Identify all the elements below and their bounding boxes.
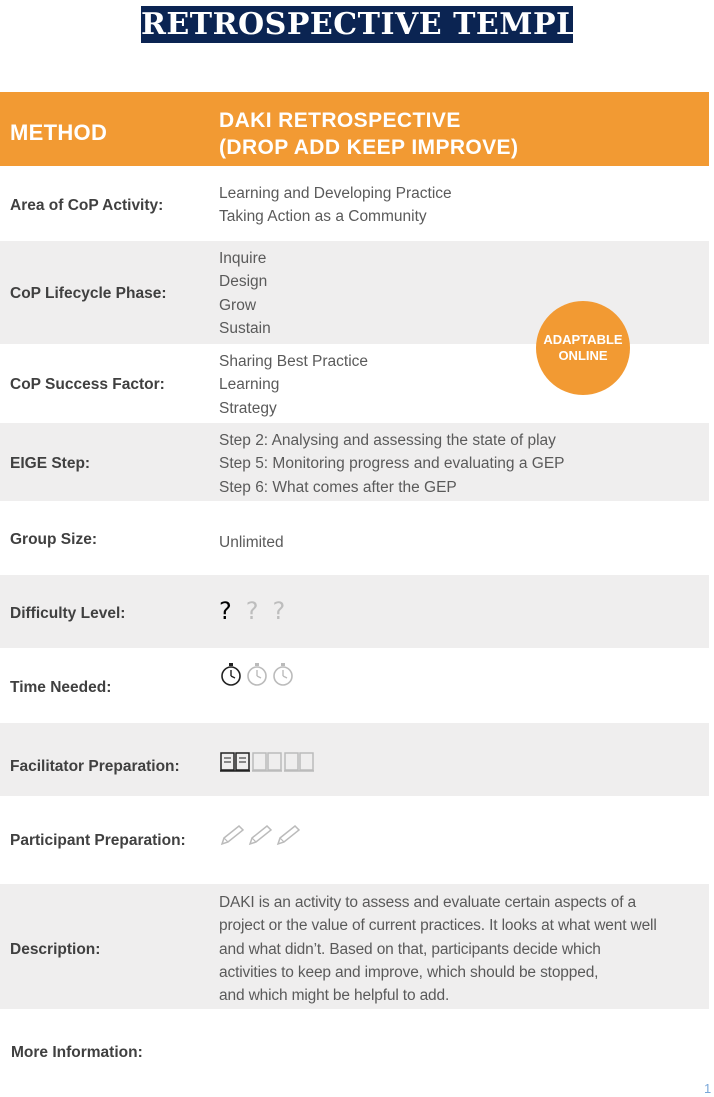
question-mark-icon: ? bbox=[219, 597, 232, 625]
difficulty-rating bbox=[219, 597, 299, 625]
value-line: Sharing Best Practice bbox=[219, 353, 369, 370]
row-value bbox=[219, 429, 565, 499]
row-facilitator-preparation bbox=[0, 723, 709, 796]
value-line: Design bbox=[219, 273, 268, 291]
description-line: activities to keep and improve, which should be stopped, bbox=[219, 963, 599, 981]
row-label: EIGE Step: bbox=[10, 455, 91, 472]
facilitator-rating bbox=[219, 750, 315, 772]
badge-line2: ONLINE bbox=[558, 348, 608, 363]
description-text bbox=[219, 891, 657, 1007]
value-line: Sustain bbox=[219, 319, 271, 337]
value-line: Step 6: What comes after the GEP bbox=[219, 478, 457, 496]
pencil-icon bbox=[219, 823, 247, 847]
row-difficulty-level bbox=[0, 575, 709, 648]
value-line: Taking Action as a Community bbox=[219, 208, 427, 226]
row-value: Unlimited bbox=[219, 534, 284, 551]
value-line: Step 5: Monitoring progress and evaluating a GEP bbox=[219, 455, 565, 473]
row-participant-preparation bbox=[0, 796, 709, 884]
method-header bbox=[0, 92, 709, 166]
method-name-line1: DAKI RETROSPECTIVE bbox=[219, 109, 461, 132]
question-mark-icon: ? bbox=[245, 597, 259, 625]
row-label: Difficulty Level: bbox=[10, 605, 126, 622]
row-value bbox=[219, 350, 368, 420]
badge-line1: ADAPTABLE bbox=[543, 332, 623, 347]
book-icon bbox=[251, 750, 283, 772]
row-label: CoP Lifecycle Phase: bbox=[10, 285, 167, 302]
row-more-information bbox=[0, 1009, 709, 1089]
stopwatch-icon bbox=[219, 662, 243, 686]
row-label: Group Size: bbox=[10, 531, 97, 548]
value-line: Grow bbox=[219, 296, 257, 314]
description-line: project or the value of current practices. It looks at what went well bbox=[219, 917, 657, 935]
row-area-of-activity bbox=[0, 166, 709, 241]
value-line: Strategy bbox=[219, 399, 277, 417]
value-line: Inquire bbox=[219, 250, 267, 267]
adaptable-online-badge bbox=[536, 301, 630, 395]
row-label: Area of CoP Activity: bbox=[10, 197, 164, 214]
time-rating bbox=[219, 662, 295, 686]
row-description bbox=[0, 884, 709, 1009]
row-label: Time Needed: bbox=[10, 679, 112, 696]
page-number: 1 bbox=[704, 1081, 712, 1096]
row-label: Facilitator Preparation: bbox=[10, 758, 180, 775]
row-label: More Information: bbox=[11, 1044, 143, 1061]
question-mark-icon: ? bbox=[272, 597, 286, 625]
description-line: and which might be helpful to add. bbox=[219, 987, 450, 1005]
row-label: Participant Preparation: bbox=[10, 832, 186, 849]
stopwatch-icon bbox=[271, 662, 295, 686]
participant-rating bbox=[219, 823, 303, 847]
method-label: METHOD bbox=[10, 120, 108, 145]
book-icon bbox=[283, 750, 315, 772]
row-label: Description: bbox=[10, 941, 101, 958]
value-line: Learning bbox=[219, 376, 280, 394]
book-icon bbox=[219, 750, 251, 772]
row-value bbox=[219, 247, 271, 340]
description-line: DAKI is an activity to assess and evaluate certain aspects of a bbox=[219, 894, 637, 911]
value-line: Step 2: Analysing and assessing the state of play bbox=[219, 432, 556, 449]
document-title: RETROSPECTIVE TEMPLATE bbox=[141, 7, 646, 42]
value-line: Learning and Developing Practice bbox=[219, 185, 452, 202]
row-time-needed bbox=[0, 648, 709, 723]
row-group-size bbox=[0, 501, 709, 575]
pencil-icon bbox=[247, 823, 275, 847]
row-eige-step bbox=[0, 423, 709, 501]
description-line: and what didn’t. Based on that, participants decide which bbox=[219, 940, 601, 958]
row-label: CoP Success Factor: bbox=[10, 376, 165, 393]
method-name-line2: (DROP ADD KEEP IMPROVE) bbox=[219, 136, 519, 159]
pencil-icon bbox=[275, 823, 303, 847]
stopwatch-icon bbox=[245, 662, 269, 686]
row-value bbox=[219, 182, 452, 229]
